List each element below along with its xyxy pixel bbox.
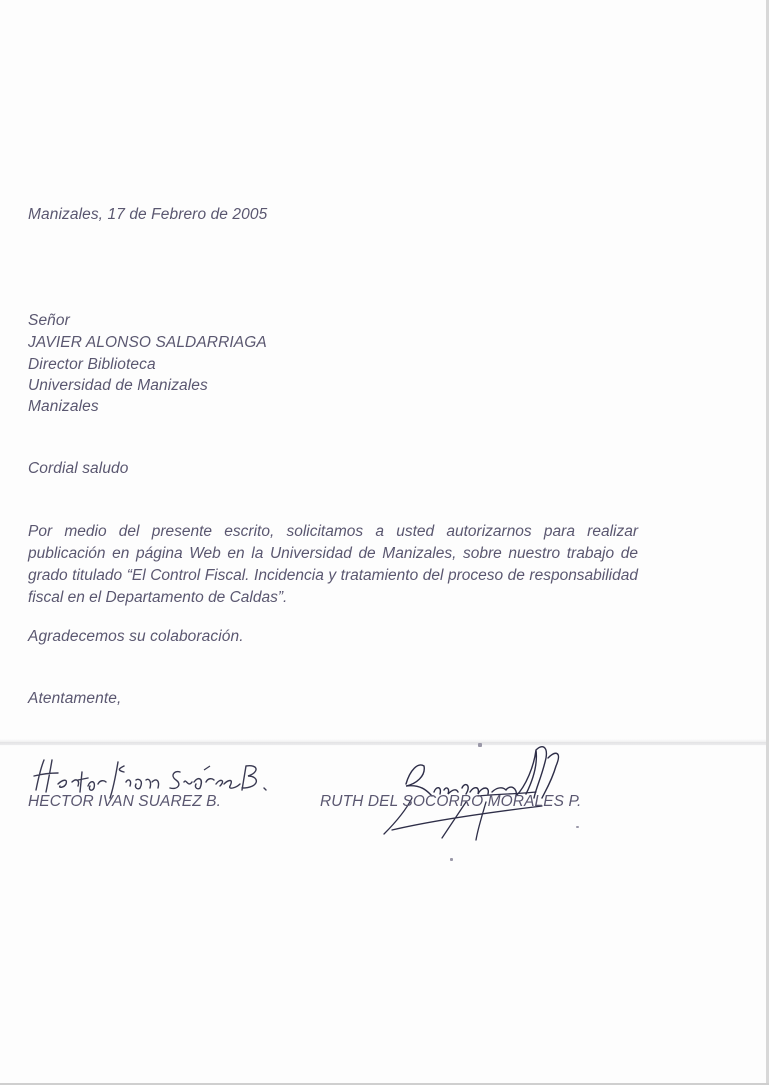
ink-speck — [576, 826, 579, 828]
signature-ruth — [366, 736, 596, 846]
recipient-institution: Universidad de Manizales — [28, 377, 208, 394]
body-paragraph: Por medio del presente escrito, solicitamos a usted autorizarnos para realizar publicación en página Web en la Universidad de Manizales, sobre nuestro trabajo de grado titulado “El Control Fiscal. Incidencia y tratamiento del proceso de responsabilidad fiscal en el Departamento de Caldas”. — [28, 523, 638, 606]
signatory-1-name: HECTOR IVAN SUAREZ B. — [28, 793, 222, 810]
signatory-2-name: RUTH DEL SOCORRO MORALES P. — [320, 793, 582, 810]
recipient-city: Manizales — [28, 398, 99, 415]
date-line: Manizales, 17 de Febrero de 2005 — [28, 206, 268, 223]
greeting: Cordial saludo — [28, 460, 129, 477]
thanks-line: Agradecemos su colaboración. — [28, 628, 244, 645]
recipient-position: Director Biblioteca — [28, 356, 156, 373]
ink-speck — [478, 743, 482, 747]
closing: Atentamente, — [28, 690, 122, 707]
ink-speck — [450, 858, 453, 861]
recipient-title: Señor — [28, 312, 70, 329]
recipient-name: JAVIER ALONSO SALDARRIAGA — [28, 334, 267, 351]
